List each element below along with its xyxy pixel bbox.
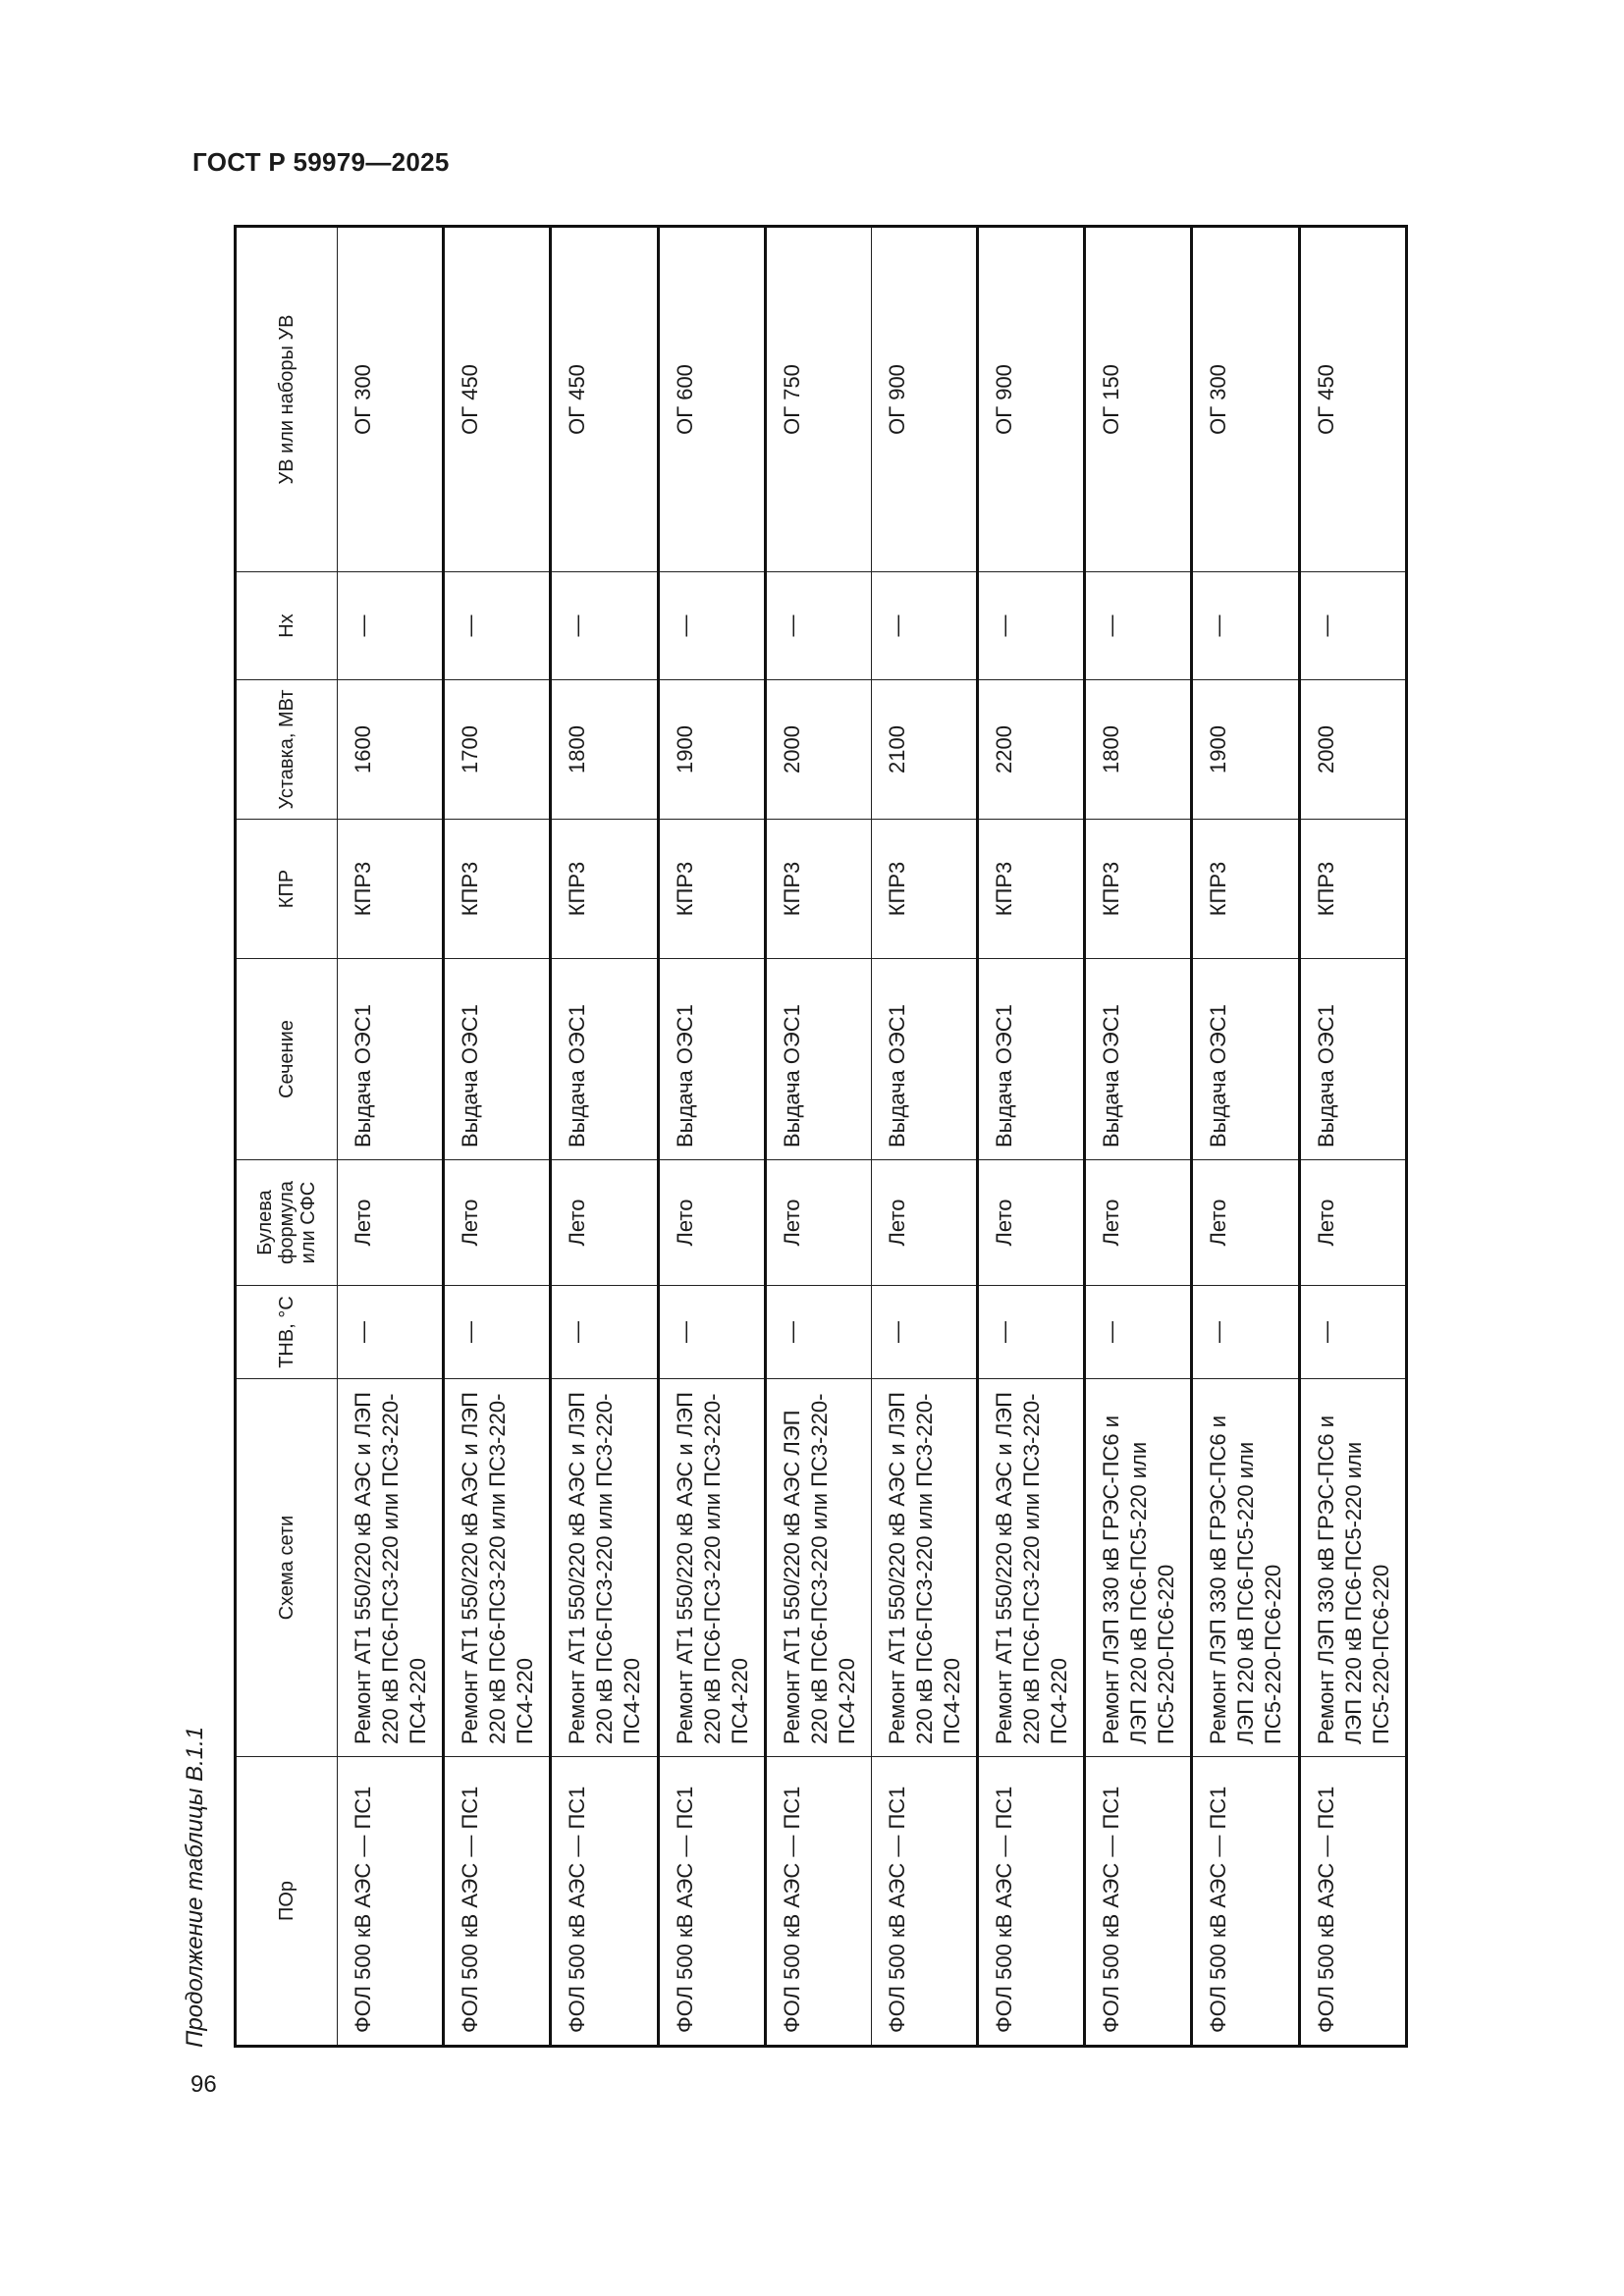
cell-section: Выдача ОЭС1 [1192, 959, 1299, 1160]
cell-por: ФОЛ 500 кВ АЭС — ПС1 [1299, 1757, 1406, 2047]
col-header-scheme: Схема сети [236, 1379, 338, 1757]
cell-setpoint: 2200 [978, 680, 1085, 820]
cell-por: ФОЛ 500 кВ АЭС — ПС1 [871, 1757, 977, 2047]
cell-nx: — [444, 572, 551, 680]
cell-por: ФОЛ 500 кВ АЭС — ПС1 [658, 1757, 765, 2047]
cell-boolean: Лето [551, 1160, 658, 1286]
table-row [1085, 227, 1192, 2047]
cell-nx: — [658, 572, 765, 680]
table-row [978, 227, 1085, 2047]
cell-tnv: — [444, 1286, 551, 1379]
cell-boolean: Лето [338, 1160, 444, 1286]
col-header-setpoint: Уставка, МВт [236, 680, 338, 820]
cell-scheme: Ремонт ЛЭП 330 кВ ГРЭС-ПС6 и ЛЭП 220 кВ ПС6-ПС5-220 или ПС5-220-ПС6-220 [1085, 1379, 1192, 1757]
cell-tnv: — [1085, 1286, 1192, 1379]
col-header-uv: УВ или наборы УВ [236, 227, 338, 572]
col-header-por: ПОр [236, 1757, 338, 2047]
cell-kpr: КПР3 [338, 820, 444, 959]
cell-uv: ОГ 450 [444, 227, 551, 572]
table-row [871, 227, 977, 2047]
cell-nx: — [1085, 572, 1192, 680]
cell-section: Выдача ОЭС1 [765, 959, 871, 1160]
cell-kpr: КПР3 [871, 820, 977, 959]
cell-setpoint: 1900 [1192, 680, 1299, 820]
cell-kpr: КПР3 [1085, 820, 1192, 959]
cell-nx: — [1192, 572, 1299, 680]
cell-section: Выдача ОЭС1 [658, 959, 765, 1160]
cell-scheme: Ремонт АТ1 550/220 кВ АЭС и ЛЭП 220 кВ ПС6-ПС3-220 или ПС3-220-ПС4-220 [338, 1379, 444, 1757]
cell-scheme: Ремонт АТ1 550/220 кВ АЭС и ЛЭП 220 кВ ПС6-ПС3-220 или ПС3-220-ПС4-220 [978, 1379, 1085, 1757]
table-row [658, 227, 765, 2047]
cell-section: Выдача ОЭС1 [1299, 959, 1406, 1160]
cell-nx: — [978, 572, 1085, 680]
cell-uv: ОГ 450 [1299, 227, 1406, 572]
cell-boolean: Лето [444, 1160, 551, 1286]
table-row [444, 227, 551, 2047]
cell-section: Выдача ОЭС1 [338, 959, 444, 1160]
cell-kpr: КПР3 [1299, 820, 1406, 959]
cell-uv: ОГ 150 [1085, 227, 1192, 572]
col-header-kpr: КПР [236, 820, 338, 959]
cell-boolean: Лето [658, 1160, 765, 1286]
cell-uv: ОГ 450 [551, 227, 658, 572]
cell-por: ФОЛ 500 кВ АЭС — ПС1 [551, 1757, 658, 2047]
cell-uv: ОГ 750 [765, 227, 871, 572]
cell-kpr: КПР3 [444, 820, 551, 959]
cell-boolean: Лето [1085, 1160, 1192, 1286]
cell-scheme: Ремонт АТ1 550/220 кВ АЭС и ЛЭП 220 кВ ПС6-ПС3-220 или ПС3-220-ПС4-220 [871, 1379, 977, 1757]
cell-por: ФОЛ 500 кВ АЭС — ПС1 [765, 1757, 871, 2047]
cell-kpr: КПР3 [1192, 820, 1299, 959]
cell-uv: ОГ 900 [978, 227, 1085, 572]
cell-section: Выдача ОЭС1 [1085, 959, 1192, 1160]
cell-por: ФОЛ 500 кВ АЭС — ПС1 [1192, 1757, 1299, 2047]
cell-section: Выдача ОЭС1 [978, 959, 1085, 1160]
cell-tnv: — [978, 1286, 1085, 1379]
table-row [1192, 227, 1299, 2047]
cell-uv: ОГ 900 [871, 227, 977, 572]
cell-por: ФОЛ 500 кВ АЭС — ПС1 [338, 1757, 444, 2047]
table-row [1299, 227, 1406, 2047]
cell-scheme: Ремонт АТ1 550/220 кВ АЭС и ЛЭП 220 кВ ПС6-ПС3-220 или ПС3-220-ПС4-220 [444, 1379, 551, 1757]
cell-scheme: Ремонт АТ1 550/220 кВ АЭС и ЛЭП 220 кВ ПС6-ПС3-220 или ПС3-220-ПС4-220 [658, 1379, 765, 1757]
cell-por: ФОЛ 500 кВ АЭС — ПС1 [978, 1757, 1085, 2047]
cell-kpr: КПР3 [551, 820, 658, 959]
cell-boolean: Лето [1299, 1160, 1406, 1286]
cell-uv: ОГ 300 [1192, 227, 1299, 572]
col-header-section: Сечение [236, 959, 338, 1160]
cell-tnv: — [1299, 1286, 1406, 1379]
cell-tnv: — [765, 1286, 871, 1379]
cell-section: Выдача ОЭС1 [871, 959, 977, 1160]
cell-tnv: — [338, 1286, 444, 1379]
cell-tnv: — [551, 1286, 658, 1379]
cell-boolean: Лето [1192, 1160, 1299, 1286]
table-row [765, 227, 871, 2047]
cell-setpoint: 1800 [1085, 680, 1192, 820]
header-row [236, 227, 338, 2047]
cell-boolean: Лето [978, 1160, 1085, 1286]
cell-uv: ОГ 300 [338, 227, 444, 572]
cell-por: ФОЛ 500 кВ АЭС — ПС1 [444, 1757, 551, 2047]
cell-setpoint: 2000 [1299, 680, 1406, 820]
cell-scheme: Ремонт АТ1 550/220 кВ АЭС и ЛЭП 220 кВ ПС6-ПС3-220 или ПС3-220-ПС4-220 [551, 1379, 658, 1757]
cell-section: Выдача ОЭС1 [551, 959, 658, 1160]
cell-setpoint: 1800 [551, 680, 658, 820]
cell-scheme: Ремонт ЛЭП 330 кВ ГРЭС-ПС6 и ЛЭП 220 кВ ПС6-ПС5-220 или ПС5-220-ПС6-220 [1192, 1379, 1299, 1757]
table-row [551, 227, 658, 2047]
cell-scheme: Ремонт ЛЭП 330 кВ ГРЭС-ПС6 и ЛЭП 220 кВ ПС6-ПС5-220 или ПС5-220-ПС6-220 [1299, 1379, 1406, 1757]
cell-setpoint: 2000 [765, 680, 871, 820]
cell-kpr: КПР3 [765, 820, 871, 959]
cell-nx: — [871, 572, 977, 680]
table-row [338, 227, 444, 2047]
cell-setpoint: 1600 [338, 680, 444, 820]
col-header-nx: Нх [236, 572, 338, 680]
cell-tnv: — [1192, 1286, 1299, 1379]
cell-tnv: — [658, 1286, 765, 1379]
cell-tnv: — [871, 1286, 977, 1379]
cell-kpr: КПР3 [978, 820, 1085, 959]
cell-nx: — [1299, 572, 1406, 680]
cell-scheme: Ремонт АТ1 550/220 кВ АЭС ЛЭП 220 кВ ПС6-ПС3-220 или ПС3-220-ПС4-220 [765, 1379, 871, 1757]
data-table [234, 225, 1408, 2048]
cell-nx: — [765, 572, 871, 680]
cell-nx: — [551, 572, 658, 680]
page-number: 96 [190, 2071, 217, 2098]
document-header: ГОСТ Р 59979—2025 [192, 147, 450, 177]
cell-uv: ОГ 600 [658, 227, 765, 572]
col-header-tnv: ТНВ, °С [236, 1286, 338, 1379]
table-caption: Продолжение таблицы В.1.1 [182, 1726, 208, 2048]
cell-setpoint: 1700 [444, 680, 551, 820]
cell-kpr: КПР3 [658, 820, 765, 959]
table-body [338, 227, 1407, 2047]
cell-boolean: Лето [871, 1160, 977, 1286]
cell-boolean: Лето [765, 1160, 871, 1286]
cell-setpoint: 2100 [871, 680, 977, 820]
cell-por: ФОЛ 500 кВ АЭС — ПС1 [1085, 1757, 1192, 2047]
col-header-boolean: Булева формула или СФС [236, 1160, 338, 1286]
cell-setpoint: 1900 [658, 680, 765, 820]
rotated-table-area [182, 228, 1393, 2048]
cell-section: Выдача ОЭС1 [444, 959, 551, 1160]
cell-nx: — [338, 572, 444, 680]
